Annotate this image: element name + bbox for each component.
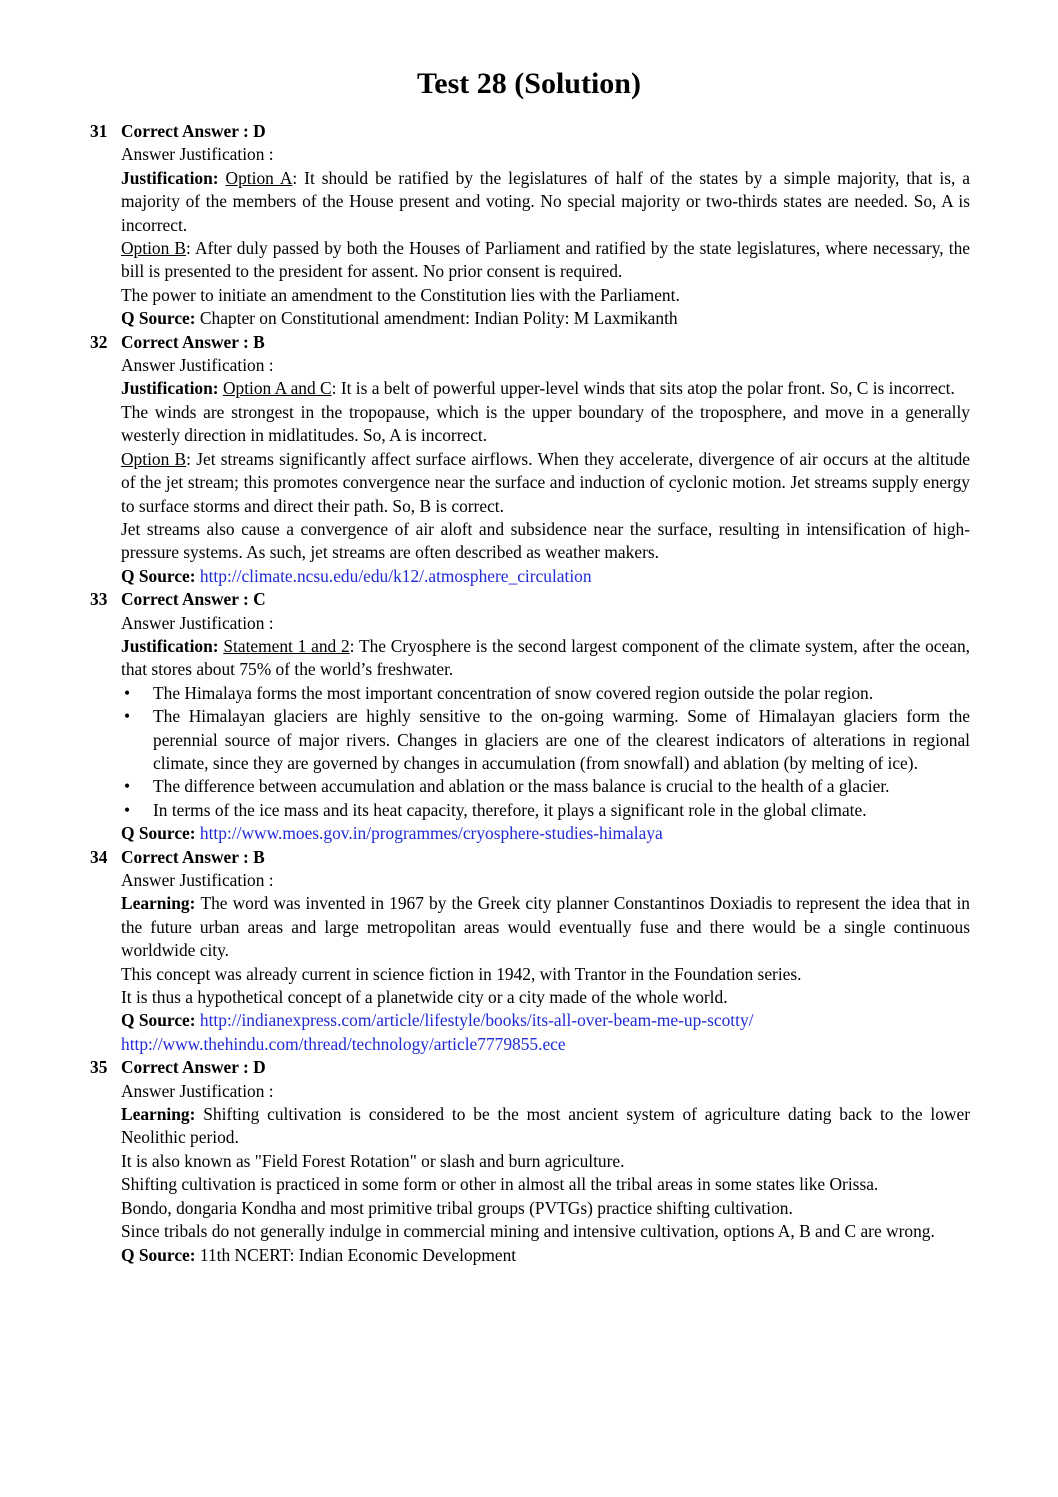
correct-answer bbox=[121, 588, 970, 611]
paragraph: Bondo, dongaria Kondha and most primitive tribal groups (PVTGs) practice shifting cultivation. bbox=[121, 1197, 793, 1218]
paragraph: Since tribals do not generally indulge in commercial mining and intensive cultivation, options A, B and C are wrong. bbox=[121, 1221, 935, 1242]
justification-label: Justification: bbox=[121, 635, 224, 656]
paragraph bbox=[121, 448, 970, 518]
learning-label: Learning: bbox=[121, 893, 201, 914]
justification-paragraph bbox=[121, 377, 970, 400]
page-title: Test 28 (Solution) bbox=[417, 67, 641, 100]
q-source bbox=[121, 1244, 970, 1267]
correct-answer bbox=[121, 1056, 970, 1079]
correct-answer-label: Correct Answer : bbox=[121, 121, 254, 141]
learning-text: The word was invented in 1967 by the Greek city planner Constantinos Doxiadis to represent the idea that in the future urban areas and large metropolitan areas would eventually fuse and there would be a single continuous worldwide city. bbox=[121, 893, 970, 961]
question-33 bbox=[90, 588, 970, 845]
q-source-text: Chapter on Constitutional amendment: Indian Polity: M Laxmikanth bbox=[199, 308, 678, 329]
q-source-label: Q Source: bbox=[121, 823, 200, 844]
statement-label: Statement 1 and 2 bbox=[223, 635, 350, 656]
question-31 bbox=[90, 120, 970, 331]
paragraph: The power to initiate an amendment to the Constitution lies with the Parliament. bbox=[121, 284, 680, 305]
paragraph: This concept was already current in science fiction in 1942, with Trantor in the Foundation series. bbox=[121, 963, 802, 984]
bullet-icon: • bbox=[124, 706, 131, 727]
paragraph-text: : Jet streams significantly affect surface airflows. When they accelerate, divergence of air occurs at the altitude of the jet stream; this promotes convergence near the surface and induction of cyclonic motion. Jet streams supply energy to surface storms and direct their path. So, B is correct. bbox=[121, 448, 970, 516]
justification-text: : The Cryosphere is the second largest component of the climate system, after the ocean, that stores about 75% of the world’s freshwater. bbox=[121, 635, 970, 680]
learning-paragraph bbox=[121, 892, 970, 962]
paragraph: It is thus a hypothetical concept of a planetwide city or a city made of the whole world. bbox=[121, 987, 728, 1008]
q-source-text: 11th NCERT: Indian Economic Development bbox=[199, 1244, 517, 1265]
question-number: 31 bbox=[90, 121, 108, 141]
q-source bbox=[121, 565, 970, 588]
bullet-icon: • bbox=[124, 682, 131, 703]
bullet-icon: • bbox=[124, 776, 131, 797]
learning-paragraph bbox=[121, 1103, 970, 1150]
option-label: Option B bbox=[121, 238, 186, 259]
answer-value: D bbox=[253, 121, 266, 141]
justification-text: : It is a belt of powerful upper-level winds that sits atop the polar front. So, C is incorrect. bbox=[331, 378, 955, 399]
bullet-list bbox=[121, 682, 970, 822]
justification-paragraph bbox=[121, 167, 970, 237]
answer-justification-label: Answer Justification : bbox=[121, 1080, 274, 1101]
paragraph: The winds are strongest in the tropopause, which is the upper boundary of the troposphere, and move in a generally westerly direction in midlatitudes. So, A is incorrect. bbox=[121, 401, 970, 446]
answer-justification-label: Answer Justification : bbox=[121, 870, 274, 890]
answer-justification-label: Answer Justification : bbox=[121, 144, 274, 165]
question-number: 35 bbox=[90, 1057, 108, 1078]
paragraph: It is also known as "Field Forest Rotation" or slash and burn agriculture. bbox=[121, 1150, 625, 1171]
q-source bbox=[121, 307, 970, 330]
answer-value: D bbox=[253, 1057, 266, 1078]
learning-label: Learning: bbox=[121, 1104, 204, 1125]
correct-answer-label: Correct Answer : bbox=[121, 589, 254, 610]
question-32 bbox=[90, 331, 970, 588]
question-number: 34 bbox=[90, 846, 108, 867]
q-source-label: Q Source: bbox=[121, 565, 200, 586]
learning-text: Shifting cultivation is considered to be the most ancient system of agriculture dating back to the lower Neolithic period. bbox=[121, 1104, 970, 1148]
justification-text: : It should be ratified by the legislatures of half of the states by a simple majority, that is, a majority of the members of the House present and voting. No special majority or two-thirds states are needed. So, A is incorrect. bbox=[121, 167, 970, 235]
bullet-text: The Himalaya forms the most important concentration of snow covered region outside the polar region. bbox=[153, 682, 874, 703]
q-source-link-2[interactable]: http://www.thehindu.com/thread/technology/article7779855.ece bbox=[121, 1033, 566, 1054]
justification-label: Justification: bbox=[121, 167, 226, 188]
question-number: 32 bbox=[90, 331, 108, 352]
solutions-list bbox=[90, 120, 970, 1267]
correct-answer-label: Correct Answer : bbox=[121, 1057, 254, 1078]
question-number: 33 bbox=[90, 589, 108, 610]
q-source bbox=[121, 822, 970, 845]
bullet-text: The difference between accumulation and ablation or the mass balance is crucial to the health of a glacier. bbox=[153, 776, 890, 797]
justification-label: Justification: bbox=[121, 378, 223, 399]
bullet-text: The Himalayan glaciers are highly sensitive to the on-going warming. Some of Himalayan glaciers form the perennial source of major rivers. Changes in glaciers are one of the clearest indicators of alterations in regional climate, since they are governed by changes in accumulation (from snowfall) and ablation (by melting of ice). bbox=[153, 706, 970, 773]
answer-justification-label: Answer Justification : bbox=[121, 355, 274, 376]
paragraph bbox=[121, 237, 970, 284]
correct-answer bbox=[121, 331, 970, 354]
bullet-item bbox=[121, 775, 970, 798]
q-source-link[interactable]: http://climate.ncsu.edu/edu/k12/.atmosphere_circulation bbox=[199, 565, 592, 586]
option-label: Option B bbox=[121, 448, 187, 469]
bullet-icon: • bbox=[124, 799, 131, 820]
q-source-link[interactable]: http://www.moes.gov.in/programmes/cryosphere-studies-himalaya bbox=[199, 823, 663, 844]
bullet-text: In terms of the ice mass and its heat capacity, therefore, it plays a significant role in the global climate. bbox=[153, 799, 867, 820]
bullet-item bbox=[121, 705, 970, 775]
answer-value: B bbox=[253, 846, 265, 867]
answer-value: C bbox=[253, 589, 266, 610]
bullet-item bbox=[121, 682, 970, 705]
question-35 bbox=[90, 1056, 970, 1267]
justification-paragraph bbox=[121, 635, 970, 682]
paragraph: Jet streams also cause a convergence of air aloft and subsidence near the surface, resulting in intensification of high-pressure systems. As such, jet streams are often described as weather makers. bbox=[121, 518, 970, 563]
q-source-label: Q Source: bbox=[121, 1244, 200, 1265]
answer-justification-label: Answer Justification : bbox=[121, 612, 274, 633]
option-label: Option A and C bbox=[222, 378, 332, 399]
q-source bbox=[121, 1009, 970, 1032]
paragraph-text: : After duly passed by both the Houses of Parliament and ratified by the state legislatures, where necessary, the bill is presented to the president for assent. No prior consent is required. bbox=[121, 238, 970, 282]
bullet-item bbox=[121, 799, 970, 822]
q-source-label: Q Source: bbox=[121, 1010, 200, 1031]
correct-answer-label: Correct Answer : bbox=[121, 331, 254, 352]
correct-answer-label: Correct Answer : bbox=[121, 846, 254, 867]
answer-value: B bbox=[253, 331, 265, 352]
correct-answer bbox=[121, 120, 970, 143]
correct-answer bbox=[121, 846, 970, 869]
paragraph: Shifting cultivation is practiced in some form or other in almost all the tribal areas in some states like Orissa. bbox=[121, 1174, 879, 1195]
option-label: Option A bbox=[225, 167, 293, 188]
q-source-label: Q Source: bbox=[121, 308, 200, 329]
q-source-link[interactable]: http://indianexpress.com/article/lifestyle/books/its-all-over-beam-me-up-scotty/ bbox=[199, 1010, 754, 1031]
q-source-extra bbox=[121, 1033, 970, 1056]
question-34 bbox=[90, 846, 970, 1057]
